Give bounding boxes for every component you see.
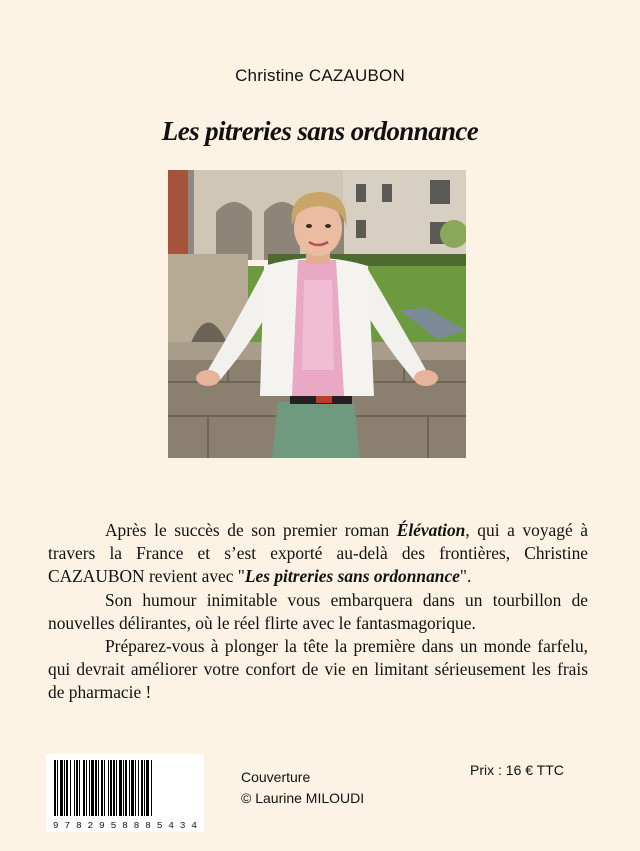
cover-credit: [241, 767, 364, 809]
barcode-bar: [129, 760, 130, 816]
barcode-bar: [98, 760, 99, 816]
barcode-bar: [76, 760, 78, 816]
back-cover-blurb: [48, 519, 588, 705]
barcode-bar: [110, 760, 112, 816]
blurb-paragraph-1: Après le succès de son premier roman Élévation, qui a voyagé à travers la France et s’est exporté au-delà des frontières, Christine CAZAUBON revient avec "Les pitreries sans ordonnance".: [48, 520, 588, 587]
credit-artist: © Laurine MILOUDI: [241, 790, 365, 806]
book-title-inline: Les pitreries sans ordonnance: [244, 566, 460, 587]
barcode-bar: [60, 760, 63, 816]
barcode-bar: [57, 760, 58, 816]
price-label: Prix : 16 € TTC: [470, 762, 564, 778]
first-novel-title: Élévation: [396, 520, 466, 540]
barcode-bar: [54, 760, 56, 816]
barcode-bar: [123, 760, 124, 816]
barcode-bar: [95, 760, 97, 816]
book-title: Les pitreries sans ordonnance: [161, 116, 479, 146]
barcode-bar: [151, 760, 152, 816]
credit-label: Couverture: [241, 769, 311, 785]
barcode-bar: [79, 760, 80, 816]
barcode-bar: [135, 760, 136, 816]
barcode-bar: [108, 760, 109, 816]
barcode-bar: [119, 760, 122, 816]
isbn-barcode: [46, 754, 204, 832]
barcode-bar: [101, 760, 103, 816]
barcode-bar: [70, 760, 71, 816]
barcode-bar: [138, 760, 139, 816]
barcode-bar: [66, 760, 68, 816]
barcode-bar: [64, 760, 65, 816]
barcode-bar: [104, 760, 105, 816]
barcode-bar: [144, 760, 145, 816]
barcode-bar: [83, 760, 85, 816]
barcode-bar: [125, 760, 127, 816]
barcode-bar: [146, 760, 149, 816]
barcode-bar: [131, 760, 134, 816]
blurb-paragraph-2: Son humour inimitable vous embarquera dans un tourbillon de nouvelles délirantes, où le réel flirte avec le fantasmagorique.: [48, 589, 588, 633]
barcode-bar: [86, 760, 87, 816]
isbn-digits: 9 7 8 2 9 5 8 8 8 5 4 3 4: [52, 820, 197, 831]
barcode-bar: [116, 760, 117, 816]
barcode-bar: [91, 760, 94, 816]
barcode-bar: [89, 760, 90, 816]
author-name: Christine CAZAUBON: [235, 66, 405, 85]
author-photo: [168, 170, 466, 458]
blurb-paragraph-3: Préparez-vous à plonger la tête la première dans un monde farfelu, qui devrait améliorer votre confort de vie en limitant sérieusement les frais de pharmacie !: [48, 636, 588, 703]
barcode-bar: [141, 760, 143, 816]
barcode-bar: [74, 760, 75, 816]
barcode-bar: [113, 760, 115, 816]
